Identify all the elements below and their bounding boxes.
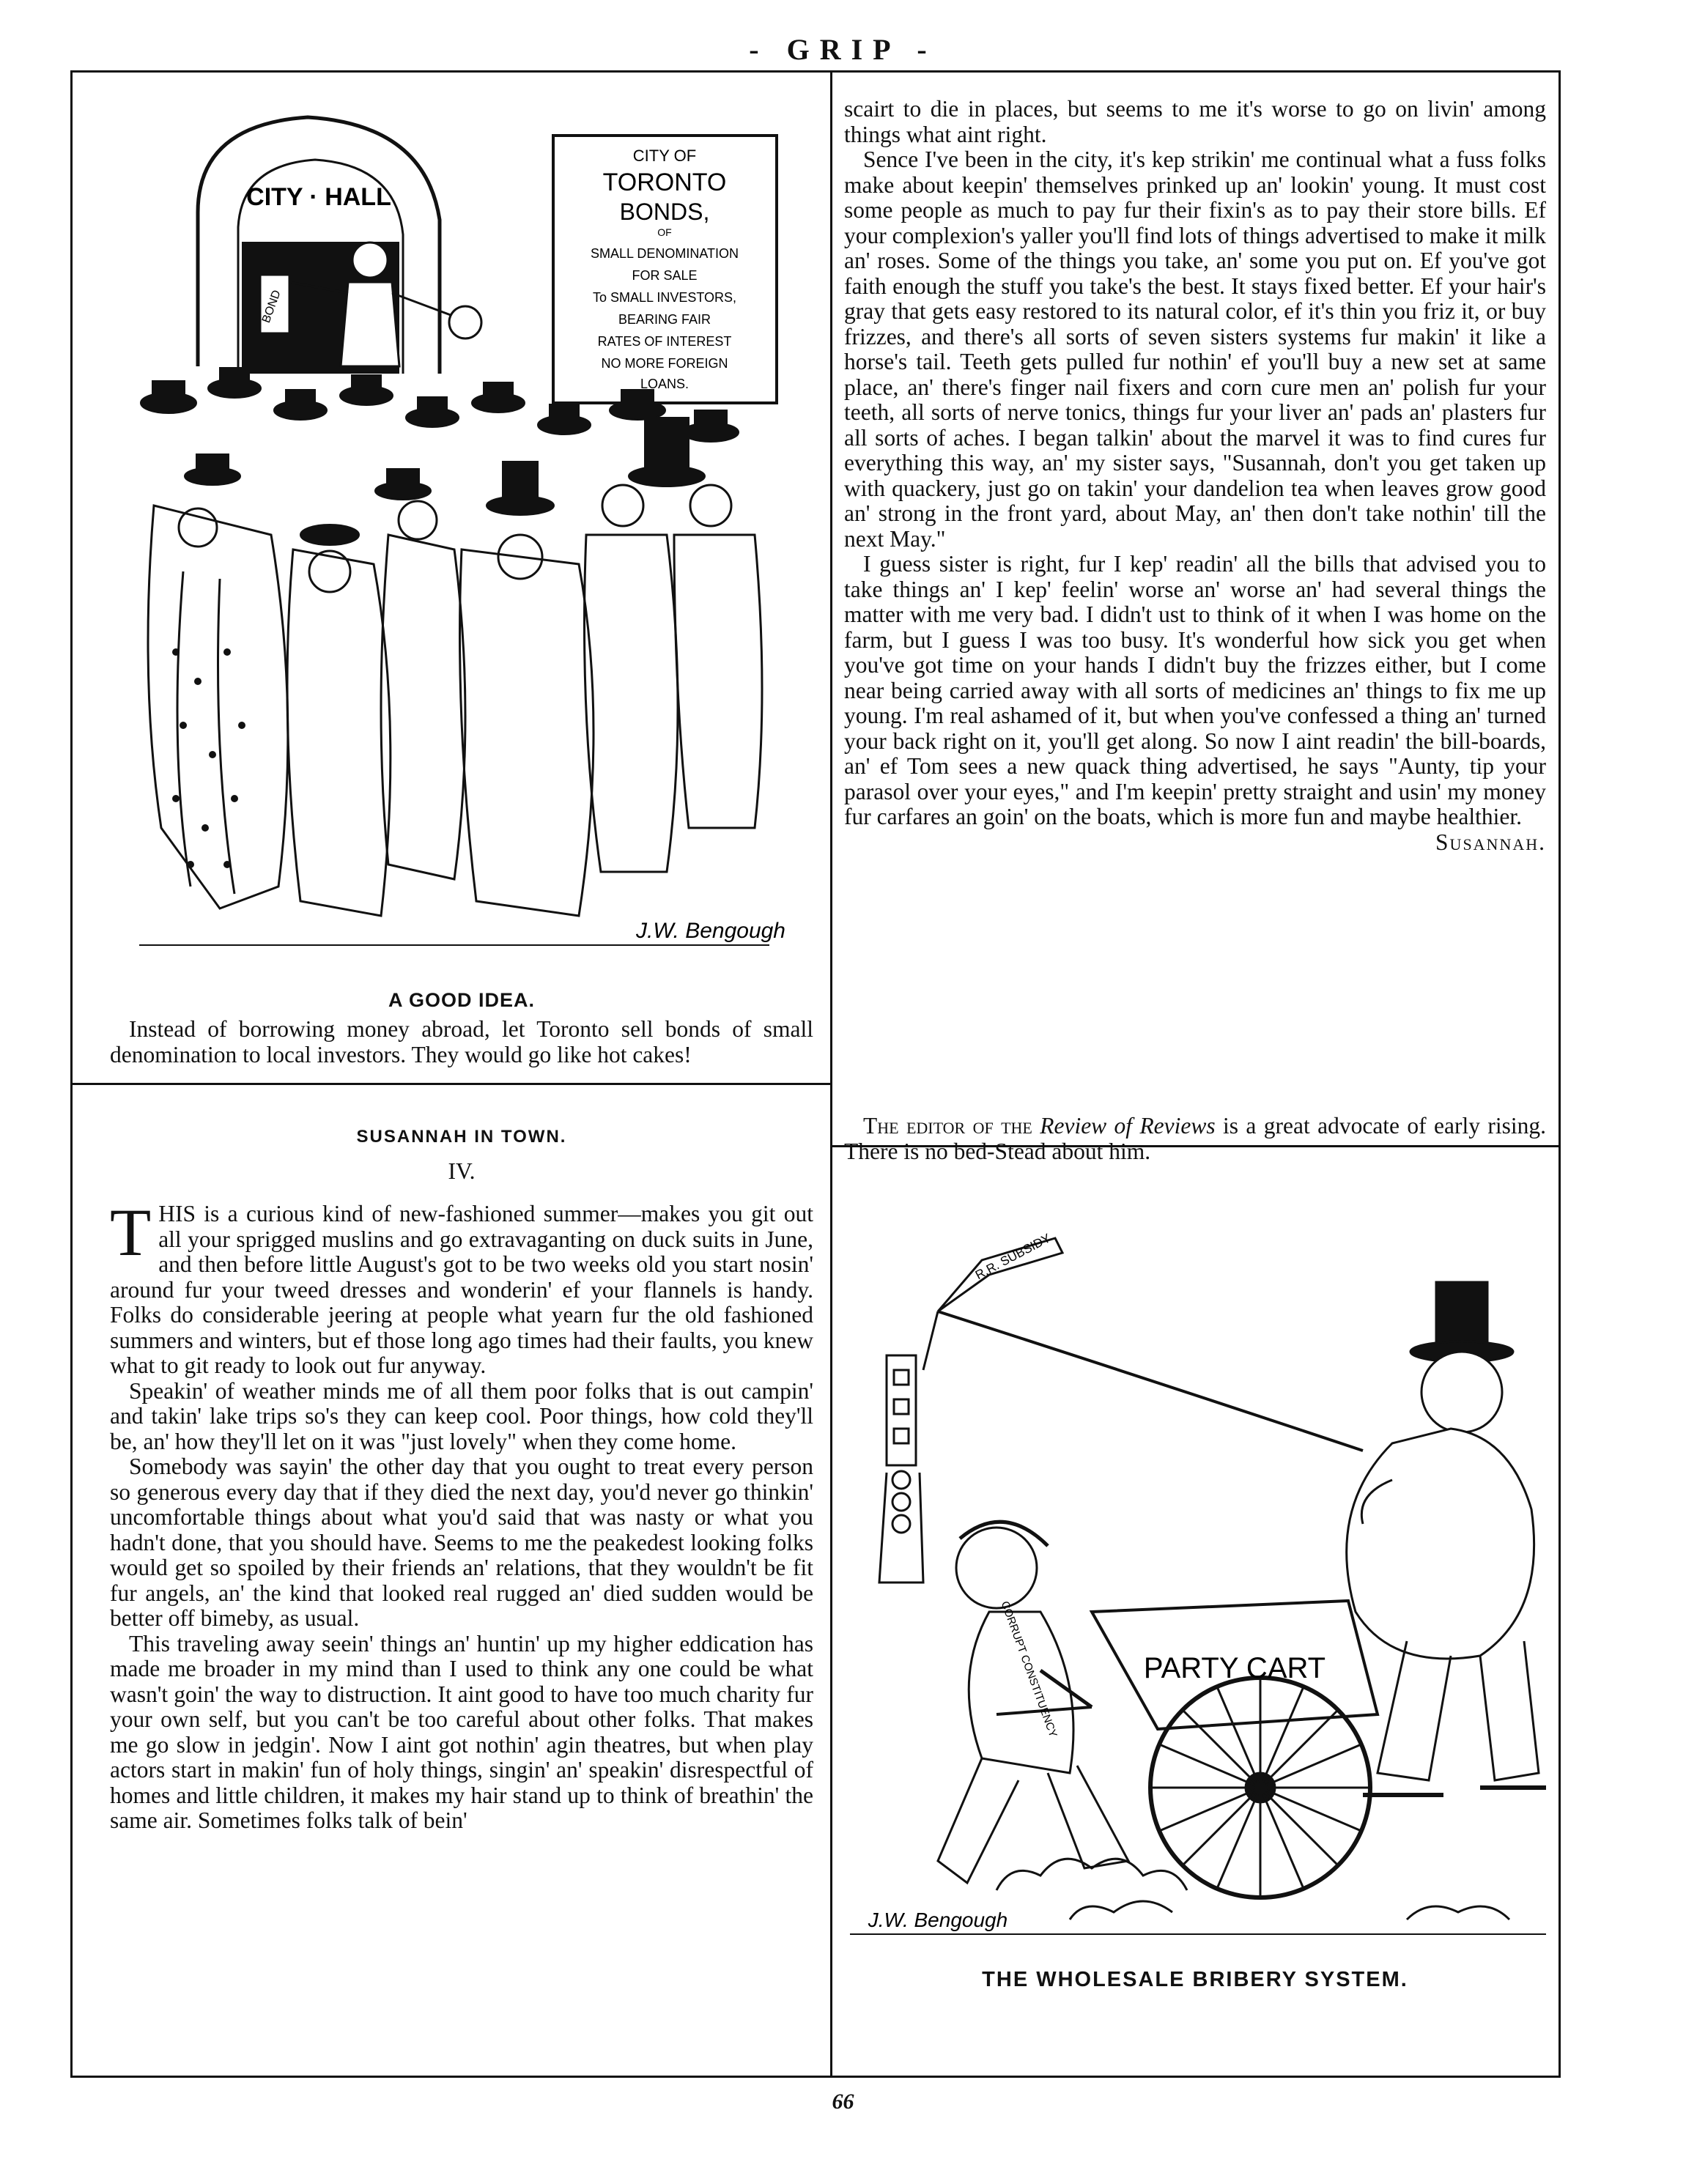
drop-cap: T (110, 1195, 152, 1270)
man-label: CORRUPT CONSTITUENCY (998, 1599, 1060, 1739)
sign-line-10: NO MORE FOREIGN (601, 356, 728, 371)
article-paragraph-1-text: HIS is a curious kind of new-fashioned summer—makes you git out all your sprigged muslins and go extravaganting on duck suits in June, and then before little August's got to be two weeks old you start nosin' around fur your tweed dresses and wonderin' ef your flannels is handy. Folks do considerable jeering at people what yearn fur the old fashioned summers and winters, but ef those long ago times had their faults, you knew what to git ready to look out fur anyway. (110, 1201, 813, 1378)
article-signature: Susannah. (1435, 829, 1546, 855)
sign-line-3: BONDS, (619, 199, 710, 225)
flag-text: R.R. SUBSIDY (972, 1231, 1053, 1283)
city-hall-cartoon (110, 95, 813, 982)
editor-note-before: The editor of the (863, 1113, 1040, 1139)
editor-note-text (844, 1114, 1546, 1164)
arch-text: CITY · HALL (246, 183, 391, 211)
sign-line-8: BEARING FAIR (618, 312, 711, 327)
editor-note-after: is a great advocate of early rising. There is no bed-Stead about him. (844, 1113, 1546, 1164)
sign-line-1: CITY OF (632, 147, 697, 165)
page-number: 66 (832, 2089, 854, 2114)
sign-line-4: OF (657, 226, 672, 238)
cartoon1-body (110, 1017, 813, 1067)
masthead: - GRIP - (749, 33, 937, 66)
article-paragraph-1 (110, 1195, 813, 1379)
article-title: SUSANNAH IN TOWN. (356, 1127, 567, 1147)
sign-line-9: RATES OF INTEREST (597, 334, 732, 349)
cartoon1-signature: J.W. Bengough (635, 919, 786, 943)
article-paragraph-2: Speakin' of weather minds me of all them poor folks that is out campin' and takin' lake trips so's they can keep cool. Poor things, how cold they'll be, an' how they'll let on it was "just lovely" when they come home. (110, 1377, 813, 1454)
sign-line-11: LOANS. (640, 377, 689, 391)
article-paragraph-4: This traveling away seein' things an' huntin' up my higher eddication has made me broader in my mind than I used to think any one could be what wasn't goin' the way to distruction. It aint good to have too much charity fur your own self, but you can't be too careful about other folks. That makes me go slow in jedgin'. Now I aint got nothin' agin theatres, but when play actors start in makin' fun of holy things, singin' an' speakin' disrespectful of homes and little children, it makes my hair stand up to think of breathin' the same air. Sometimes folks talk of bein' (110, 1630, 813, 1833)
sign-line-2: TORONTO (602, 169, 727, 196)
section-rule-left (70, 1083, 832, 1085)
article-paragraph-5: scairt to die in places, but seems to me it's worse to go on livin' among things what aint right. (844, 96, 1546, 147)
sign-line-6: FOR SALE (632, 268, 698, 283)
article-paragraph-6: Sence I've been in the city, it's kep strikin' me continual what a fuss folks make about keepin' themselves prinked up an' lookin' young. It must cost some people as much to pay fur their fixin's as to pay their store bills. Ef your complexion's yaller you'll find lots of things advertised to make it milk an' roses. Some of the things you take, an' some you put on. Ef you've got faith enough the stuff you take's the best. It stays fixed better. Ef your hair's gray that gets easy restored to its natural color, ef it's thin you friz it, or buy frizzes, and there's all sorts of seven sisters systems fur makin' it like a horse's tail. Teeth gets pulled fur nothin' ef you'll buy a new set at same place, an' there's finger nail fixers and corn cure men an' polish fur your teeth, all sorts of nerve tonics, things fur your liver an' pads an' plasters fur all sorts of aches. I began talkin' about the marvel it was to find cures fur everything this way, an' my sister says, "Susannah, don't you get taken up with quackery, just go on takin' your dandelion tea when leaves grow good an' strong in the front yard, about May, an' then don't take nothin' till the next May." (844, 147, 1546, 552)
cartoon2-signature: J.W. Bengough (868, 1909, 1008, 1931)
article-paragraph-7: I guess sister is right, fur I kep' readin' all the bills that advised you to take things an' I kep' feelin' worse an' worse an' had several things the matter with me very bad. I didn't ust to think of it when I was home on the farm, but I guess I was too busy. It's wonderful how sick you get when you've got time on your hands I didn't buy the frizzes either, but I come near being carried away with all sorts of medicines an' things to fix me up young. I'm real ashamed of it, but when you've confessed a thing an' turned your back right on it, you'll get along. So now I aint readin' the bill-boards, an' ef Tom sees a new quack thing advertised, he says "Aunty, tip your parasol over your eyes," and I'm keepin' pretty straight and usin' my money fur carfares an goin' on the boats, which is more fun and maybe healthier. (844, 551, 1546, 829)
bond-label: BOND (259, 288, 284, 325)
article-paragraph-3: Somebody was sayin' the other day that you ought to treat every person so generous every day that if they died the next day, you'd never go thinkin' uncomfortable things about what you'd said that was nasty or what you hadn't done, that you should have. Seems to me the peakedest looking folks would get so spoiled by their friends an' relations, that they wouldn't be fit fur angels, an' the kind that looked real rugged an' died sudden would be better off bimeby, as usual. (110, 1454, 813, 1631)
sign-line-5: SMALL DENOMINATION (590, 246, 739, 261)
editor-note (844, 1114, 1546, 1164)
cart-label: PARTY CART (1143, 1652, 1326, 1684)
article-column-right (844, 97, 1546, 855)
bribery-cartoon (850, 1202, 1546, 1956)
cartoon1-body-text: Instead of borrowing money abroad, let Toronto sell bonds of small denomination to local investors. They would go like hot cakes! (110, 1016, 813, 1067)
column-rule (830, 70, 832, 2078)
editor-note-journal: Review of Reviews (1040, 1113, 1216, 1139)
sign-line-7: To SMALL INVESTORS, (592, 290, 737, 305)
article-part: IV. (448, 1158, 476, 1184)
article-column-left (110, 1195, 813, 1834)
cartoon1-caption: A GOOD IDEA. (388, 989, 535, 1011)
cartoon2-caption: THE WHOLESALE BRIBERY SYSTEM. (982, 1968, 1408, 1991)
